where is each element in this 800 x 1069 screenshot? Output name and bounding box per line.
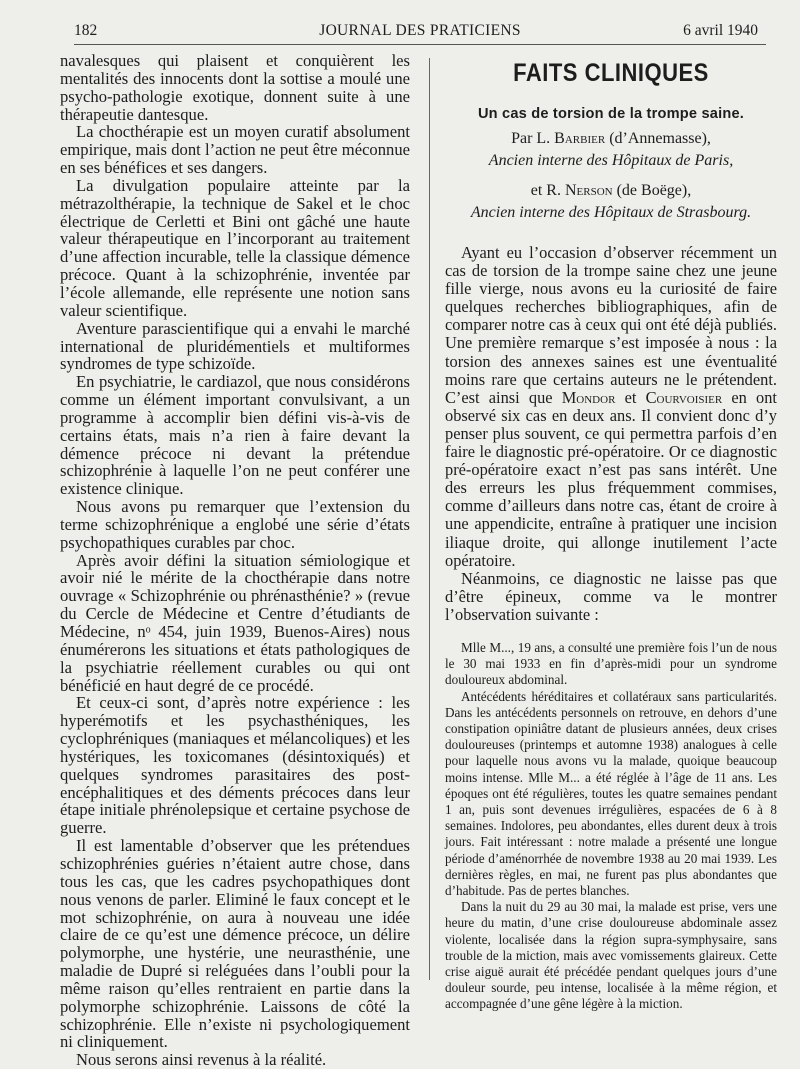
page-header	[74, 22, 766, 45]
paragraph: Il est lamentable d’observer que les prétendues schizophrénies guéries n’étaient autre chose, dans tous les cas, que les cadres psychopathiques dont nous venons de parler. Eliminé le faux concept et le mot schizophrénie, on aura à nouveau une idée claire de ce qu’est une démence précoce, un délire polymorphe, une hystérie, une neurasthénie, une maladie de Dupré si reléguées dans l’oubli pour la même raison qu’elles rentraient en partie dans la polymorphe schizophrénie. Laissons de côté la schizophrénie. Elle n’existe ni psychologiquement ni cliniquement.	[60, 836, 410, 1052]
section-title: FAITS CLINIQUES	[513, 58, 709, 87]
article-title: Un cas de torsion de la trompe saine.	[477, 106, 745, 122]
author-line: Par L. Barbier (d’Annemasse),	[511, 130, 711, 147]
paragraph: La chocthérapie est un moyen curatif absolument empirique, mais dont l’action ne peut être méconnue en ses bénéfices et ses dangers.	[60, 122, 410, 178]
paragraph: Et ceux-ci sont, d’après notre expérience : les hyperémotifs et les psychasthéniques, les cyclophréniques (maniaques et mélancoliques) et les hystériques, les toxicomanes (désintoxiqués) et quelques syndromes parasitaires des post-encéphalitiques et des déments précoces dans leur étape initiale phrénolepsique et certaine psychose de guerre.	[60, 693, 410, 838]
cited-author: Mondor	[561, 387, 616, 407]
column-divider	[429, 58, 430, 980]
paragraph: Antécédents héréditaires et collatéraux sans particularités. Dans les antécédents personnels on retrouve, en dehors d’une constipation opiniâtre datant de plusieurs années, deux crises douloureuses (printemps et automne 1938) analogues à celle pour laquelle nous avons vu la malade, quoique beaucoup moins intense. Mlle M... a été réglée à l’âge de 11 ans. Les époques ont été régulières, toutes les quatre semaines pendant 1 an, puis sont devenues irrégulières, espacées de 6 à 8 semaines. Indolores, peu abondantes, elles durent deux à trois jours. Fait intéressant : notre malade a présenté une longue période d’aménorrhée de novembre 1938 au 20 mai 1939. Les dernières règles, en mai, ne furent pas plus abondantes que d’habitude. Pas de pertes blanches.	[445, 688, 777, 899]
author-name: Barbier	[554, 130, 606, 147]
cited-author: Courvoisier	[645, 387, 723, 407]
paragraph: Dans la nuit du 29 au 30 mai, la malade est prise, vers une heure du matin, d’une crise douloureuse abdominale assez violente, localisée dans la région supra-symphysaire, sans trouble de la miction, mais avec vomissements glaireux. Cette crise aiguë aurait été précédée pendant quelques jours d’une douleur sourde, peu intense, localisée à la même région, et accompagnée d’une gêne légère à la miction.	[445, 899, 777, 1012]
byline	[445, 128, 777, 224]
right-column	[445, 56, 777, 1013]
paragraph: Aventure parascientifique qui a envahi le marché international de pluridémentiels et multiformes syndromes de type schizoïde.	[60, 318, 410, 374]
author-affiliation: Ancien interne des Hôpitaux de Paris,	[488, 152, 734, 169]
paragraph: Néanmoins, ce diagnostic ne laisse pas que d’être épineux, comme va le montrer l’observation suivante :	[445, 568, 777, 624]
paragraph: Après avoir défini la situation sémiologique et avoir nié le mérite de la chocthérapie dans notre ouvrage « Schizophrénie ou phrénasthénie? » (revue du Cercle de Médecine et Centre d’étudiants de Médecine, nᵒ 454, juin 1939, Buenos-Aires) nous énumérerons les situations et états pathologiques de la psychiatrie réellement curables ou qui ont bénéficié en haut degré de ce procédé.	[60, 550, 410, 695]
paragraph: La divulgation populaire atteinte par la métrazolthérapie, la technique de Sakel et le choc électrique de Cerletti et Bini ont gâché une haute valeur thérapeutique en l’incorporant au traitement d’une affection incurable, telle la classique démence précoce. Quant à la schizophrénie, inventée par l’école allemande, elle représente une notion sans valeur scientifique.	[60, 175, 410, 320]
paragraph: En psychiatrie, le cardiazol, que nous considérons comme un élément important convulsivant, a un programme à accomplir bien défini vis-à-vis de certains états, mais n’a rien à faire devant la démence précoce ni devant la prétendue schizophrénie à laquelle l’on ne peut conférer une existence clinique.	[60, 372, 410, 499]
observation	[445, 640, 777, 1013]
paragraph: Mlle M..., 19 ans, a consulté une première fois l’un de nous le 30 mai 1933 en fin d’après-midi pour un syndrome douloureux abdominal.	[445, 639, 777, 688]
paragraph: Ayant eu l’occasion d’observer récemment un cas de torsion de la trompe saine chez une jeune fille vierge, nous avons eu la curiosité de faire quelques recherches bibliographiques, afin de comparer notre cas à ceux qui ont été déjà publiés. Une première remarque s’est imposée à nous : la torsion des annexes saines est une éventualité moins rare que certains auteurs ne le prétendent. C’est ainsi que Mondor et Courvoisier en ont observé six cas en deux ans. Il convient donc d’y penser plus souvent, ce qui permettra parfois d’en faire le diagnostic pré-opératoire. Or ce diagnostic pré-opératoire exact n’est pas sans intérêt. Une des erreurs les plus fréquemment commises, comme d’ailleurs dans notre cas, étant de croire à une appendicite, entraîne à pratiquer une incision iliaque droite, qui allonge inutilement l’acte opératoire.	[445, 243, 777, 570]
issue-date: 6 avril 1940	[683, 22, 758, 39]
page-number: 182	[74, 22, 98, 39]
author-name: Nerson	[564, 182, 613, 199]
article-intro	[445, 244, 777, 624]
journal-title: JOURNAL DES PRATICIENS	[319, 22, 521, 39]
paragraph: navalesques qui plaisent et conquièrent les mentalités des innocents dont la sottise a moulé une psycho-pathologie exotique, donnent suite à une thérapeutie dantesque.	[60, 51, 410, 124]
paragraph: Nous avons pu remarquer que l’extension du terme schizophrénique a englobé une série d’états psychopathiques curables par choc.	[60, 497, 410, 552]
author-affiliation: Ancien interne des Hôpitaux de Strasbourg.	[470, 204, 752, 221]
left-column	[60, 52, 410, 1069]
paragraph: Nous serons ainsi revenus à la réalité.	[76, 1050, 327, 1069]
author-line: et R. Nerson (de Boëge),	[530, 182, 692, 199]
